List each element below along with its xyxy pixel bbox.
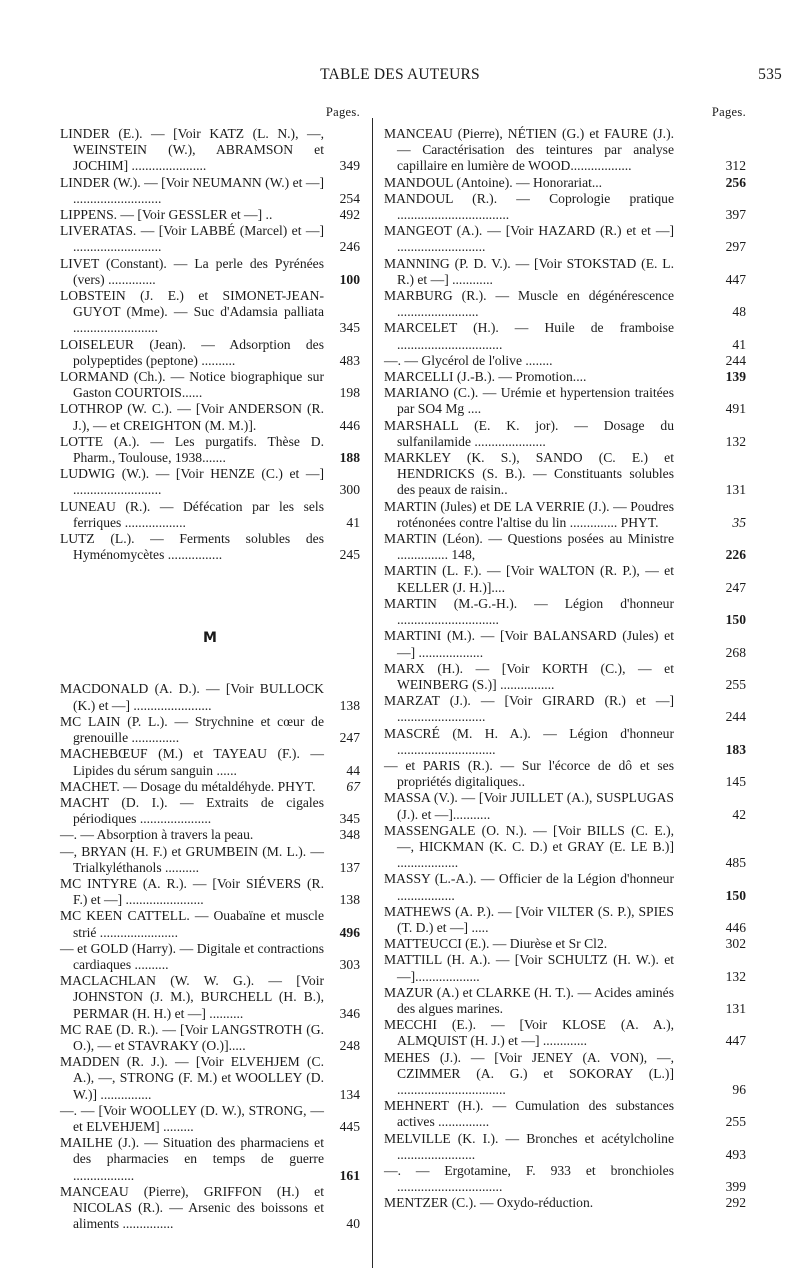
index-entry bbox=[60, 973, 360, 1022]
entry-text: MANDOUL (Antoine). — Honorariat... bbox=[384, 174, 603, 190]
entry-text: MADDEN (R. J.). — [Voir ELVEHJEM (C. A.), —, STRONG (F. M.) et WOOLLEY (D. W.)] ............... bbox=[60, 1054, 324, 1102]
entry-text: MARCELET (H.). — Huile de framboise ............................... bbox=[384, 320, 674, 352]
entry-page-number: 446 bbox=[339, 417, 360, 433]
pages-column-label: Pages. bbox=[711, 105, 746, 119]
index-entry bbox=[60, 908, 360, 940]
index-entry bbox=[60, 337, 360, 369]
index-entry bbox=[60, 1135, 360, 1184]
right-column bbox=[384, 104, 746, 1212]
entry-text: MARTINI (M.). — [Voir BALANSARD (Jules) et —] ................... bbox=[384, 628, 674, 660]
index-entry bbox=[384, 871, 746, 903]
entry-list-l bbox=[60, 126, 360, 563]
entry-page-number: 245 bbox=[339, 547, 360, 563]
entry-page-number: 42 bbox=[732, 806, 746, 822]
index-entry bbox=[60, 779, 360, 795]
entry-text: MENTZER (C.). — Oxydo-réduction. bbox=[384, 1195, 594, 1211]
index-entry bbox=[384, 903, 746, 936]
entry-text: MEHNERT (H.). — Cumulation des substances actives ............... bbox=[384, 1098, 674, 1130]
index-entry bbox=[60, 1103, 360, 1135]
index-entry bbox=[60, 746, 360, 778]
entry-page-number: 96 bbox=[732, 1081, 746, 1097]
entry-text: MASCRÉ (M. H. A.). — Légion d'honneur ............................. bbox=[384, 725, 674, 757]
entry-page-number: 132 bbox=[725, 968, 746, 984]
entry-page-number: 446 bbox=[725, 919, 746, 935]
entry-list-right bbox=[384, 126, 746, 1212]
entry-text: MC INTYRE (A. R.). — [Voir SIÉVERS (R. F.) et —] ....................... bbox=[60, 875, 324, 908]
page-title: TABLE DES AUTEURS bbox=[320, 66, 480, 83]
entry-text: LINDER (W.). — [Voir NEUMANN (W.) et —] .......................... bbox=[60, 174, 324, 206]
index-entry bbox=[384, 223, 746, 255]
entry-page-number: 134 bbox=[339, 1086, 360, 1102]
entry-page-number: 247 bbox=[339, 730, 360, 746]
index-entry bbox=[384, 385, 746, 417]
entry-page-number: 244 bbox=[725, 709, 746, 725]
index-entry bbox=[60, 714, 360, 746]
entry-text: LOTHROP (W. C.). — [Voir ANDERSON (R. J.), — et CREIGHTON (M. M.)]. bbox=[60, 401, 324, 433]
entry-page-number: 346 bbox=[339, 1005, 360, 1021]
entry-page-number: 345 bbox=[339, 811, 360, 827]
entry-page-number: 41 bbox=[346, 514, 360, 530]
index-entry bbox=[384, 1195, 746, 1211]
index-entry bbox=[384, 174, 746, 191]
index-entry bbox=[384, 1130, 746, 1163]
entry-page-number: 302 bbox=[725, 936, 746, 952]
entry-page-number: 244 bbox=[725, 352, 746, 368]
index-entry bbox=[384, 352, 746, 369]
entry-page-number: 138 bbox=[339, 697, 360, 713]
entry-text: MARZAT (J.). — [Voir GIRARD (R.) et —] .......................... bbox=[384, 693, 674, 725]
entry-text: MANCEAU (Pierre), GRIFFON (H.) et NICOLAS (R.). — Arsenic des boissons et aliments ............... bbox=[60, 1183, 324, 1232]
entry-page-number: 138 bbox=[339, 892, 360, 908]
entry-page-number: 44 bbox=[346, 762, 360, 778]
index-entry bbox=[60, 288, 360, 337]
entry-page-number: 312 bbox=[725, 158, 746, 174]
index-entry bbox=[384, 1017, 746, 1049]
entry-text: MARX (H.). — [Voir KORTH (C.), — et WEINBERG (S.)] ................ bbox=[384, 660, 674, 692]
entry-page-number: 268 bbox=[725, 644, 746, 660]
entry-page-number: 145 bbox=[725, 774, 746, 790]
entry-page-number: 292 bbox=[725, 1195, 746, 1211]
entry-page-number: 67 bbox=[346, 778, 360, 794]
entry-text: LUTZ (L.). — Ferments solubles des Hyménomycètes ................ bbox=[60, 531, 324, 563]
index-entry bbox=[384, 952, 746, 984]
index-entry bbox=[384, 822, 746, 872]
entry-page-number: 139 bbox=[725, 369, 746, 385]
entry-text: LORMAND (Ch.). — Notice biographique sur Gaston COURTOIS...... bbox=[60, 369, 324, 401]
index-entry bbox=[384, 693, 746, 725]
entry-page-number: 226 bbox=[725, 547, 746, 563]
index-entry bbox=[60, 827, 360, 843]
index-entry bbox=[60, 175, 360, 207]
entry-text: MARSHALL (E. K. jor). — Dosage du sulfanilamide ..................... bbox=[384, 417, 674, 449]
entry-text: MC LAIN (P. L.). — Strychnine et cœur de grenouille .............. bbox=[60, 713, 324, 746]
entry-text: MANCEAU (Pierre), NÉTIEN (G.) et FAURE (J.). — Caractérisation des teintures par analyse capillaire en lumière de WOOD.................. bbox=[384, 126, 674, 174]
index-entry bbox=[60, 876, 360, 908]
entry-page-number: 255 bbox=[725, 1114, 746, 1130]
index-entry bbox=[384, 660, 746, 693]
entry-page-number: 399 bbox=[725, 1179, 746, 1195]
entry-text: MACHT (D. I.). — Extraits de cigales périodiques ..................... bbox=[60, 794, 324, 827]
entry-text: MC KEEN CATTELL. — Ouabaïne et muscle strié ....................... bbox=[60, 908, 324, 940]
entry-page-number: 188 bbox=[339, 450, 360, 466]
entry-text: MASSA (V.). — [Voir JUILLET (A.), SUSPLUGAS (J.). et —]........... bbox=[384, 790, 674, 822]
entry-page-number: 447 bbox=[725, 1033, 746, 1049]
entry-page-number: 161 bbox=[339, 1167, 360, 1183]
entry-text: MACDONALD (A. D.). — [Voir BULLOCK (K.) et —] ....................... bbox=[60, 681, 324, 713]
entry-text: LIVERATAS. — [Voir LABBÉ (Marcel) et —] .......................... bbox=[60, 223, 324, 255]
index-entry bbox=[60, 369, 360, 401]
entry-text: LOISELEUR (Jean). — Adsorption des polypeptides (peptone) .......... bbox=[60, 336, 324, 368]
index-entry bbox=[384, 190, 746, 223]
entry-text: MECCHI (E.). — [Voir KLOSE (A. A.), ALMQUIST (H. J.) et —] ............. bbox=[384, 1017, 674, 1049]
entry-text: LUNEAU (R.). — Défécation par les sels ferriques .................. bbox=[60, 498, 324, 530]
entry-page-number: 297 bbox=[725, 239, 746, 255]
entry-page-number: 246 bbox=[339, 239, 360, 255]
entry-text: MANNING (P. D. V.). — [Voir STOKSTAD (E. L. R.) et —] ............ bbox=[384, 255, 674, 287]
index-entry bbox=[384, 369, 746, 385]
index-entry bbox=[60, 499, 360, 531]
index-entry bbox=[60, 1054, 360, 1103]
entry-page-number: 131 bbox=[725, 1000, 746, 1016]
index-entry bbox=[384, 320, 746, 352]
column-divider bbox=[372, 118, 373, 1268]
entry-text: MACLACHLAN (W. W. G.). — [Voir JOHNSTON (J. M.), BURCHELL (H. B.), PERMAR (H. H.) et —] .......... bbox=[60, 973, 324, 1021]
entry-text: MARBURG (R.). — Muscle en dégénérescence ........................ bbox=[384, 288, 674, 320]
entry-page-number: 41 bbox=[732, 336, 746, 352]
entry-page-number: 150 bbox=[725, 887, 746, 903]
entry-text: —, BRYAN (H. F.) et GRUMBEIN (M. L.). — Trialkyléthanols .......... bbox=[60, 843, 324, 875]
entry-page-number: 254 bbox=[339, 190, 360, 206]
entry-text: LOBSTEIN (J. E.) et SIMONET-JEAN-GUYOT (Mme). — Suc d'Adamsia palliata ......................... bbox=[60, 288, 324, 336]
entry-text: MAILHE (J.). — Situation des pharmaciens et des pharmacies en temps de guerre .................. bbox=[60, 1135, 324, 1183]
entry-text: —. — Ergotamine, F. 933 et bronchioles ............................... bbox=[384, 1163, 674, 1195]
entry-text: MATTILL (H. A.). — [Voir SCHULTZ (H. W.). et —]................... bbox=[384, 952, 674, 984]
entry-page-number: 132 bbox=[725, 433, 746, 449]
index-entry bbox=[384, 984, 746, 1017]
entry-text: —. — Glycérol de l'olive ........ bbox=[384, 352, 553, 368]
index-entry bbox=[60, 223, 360, 255]
entry-text: MARKLEY (K. S.), SANDO (C. E.) et HENDRICKS (S. B.). — Constituants solubles des peaux de raisin.. bbox=[384, 450, 674, 498]
entry-text: MARTIN (Léon). — Questions posées au Ministre ............... 148, bbox=[384, 531, 674, 563]
section-letter: M bbox=[203, 630, 217, 647]
entry-page-number: 303 bbox=[339, 956, 360, 972]
entry-page-number: 345 bbox=[339, 320, 360, 336]
index-entry bbox=[60, 1022, 360, 1054]
entry-text: LUDWIG (W.). — [Voir HENZE (C.) et —] .......................... bbox=[60, 466, 324, 498]
entry-text: —. — [Voir WOOLLEY (D. W.), STRONG, — et ELVEHJEM] ......... bbox=[60, 1102, 324, 1134]
index-entry bbox=[384, 757, 746, 790]
entry-text: —. — Absorption à travers la peau. bbox=[60, 827, 254, 843]
entry-page-number: 496 bbox=[339, 924, 360, 940]
entry-text: MELVILLE (K. I.). — Bronches et acétylcholine ....................... bbox=[384, 1130, 674, 1162]
entry-page-number: 491 bbox=[725, 401, 746, 417]
entry-page-number: 483 bbox=[339, 352, 360, 368]
index-entry bbox=[60, 434, 360, 466]
index-entry bbox=[60, 844, 360, 876]
entry-page-number: 445 bbox=[339, 1118, 360, 1134]
index-entry bbox=[384, 1163, 746, 1195]
entry-text: MARTIN (Jules) et DE LA VERRIE (J.). — Poudres roténonées contre l'altise du lin .............. PHYT. bbox=[384, 498, 674, 530]
entry-page-number: 447 bbox=[725, 271, 746, 287]
entry-page-number: 35 bbox=[732, 514, 746, 530]
entry-page-number: 485 bbox=[725, 855, 746, 871]
index-entry bbox=[384, 790, 746, 822]
index-entry bbox=[384, 1098, 746, 1130]
index-entry bbox=[384, 595, 746, 628]
index-entry bbox=[60, 1184, 360, 1233]
entry-text: MAZUR (A.) et CLARKE (H. T.). — Acides aminés des algues marines. bbox=[384, 984, 674, 1016]
entry-page-number: 492 bbox=[339, 207, 360, 223]
index-entry bbox=[384, 936, 746, 952]
entry-page-number: 300 bbox=[339, 482, 360, 498]
entry-text: — et PARIS (R.). — Sur l'écorce de dô et ses propriétés digitaliques.. bbox=[384, 757, 674, 790]
entry-text: MATTEUCCI (E.). — Diurèse et Sr Cl2. bbox=[384, 936, 608, 952]
index-entry bbox=[384, 126, 746, 175]
entry-page-number: 255 bbox=[725, 676, 746, 692]
entry-text: MARTIN (L. F.). — [Voir WALTON (R. P.), — et KELLER (J. H.)].... bbox=[384, 563, 674, 595]
entry-text: MEHES (J.). — [Voir JENEY (A. VON), —, CZIMMER (A. G.) et SOKORAY (L.)] ................................ bbox=[384, 1049, 674, 1097]
entry-page-number: 348 bbox=[339, 827, 360, 843]
entry-text: MARIANO (C.). — Urémie et hypertension traitées par SO4 Mg .... bbox=[384, 385, 674, 417]
index-entry bbox=[384, 255, 746, 288]
index-entry bbox=[60, 531, 360, 563]
entry-page-number: 137 bbox=[339, 859, 360, 875]
index-entry bbox=[60, 466, 360, 498]
index-entry bbox=[384, 531, 746, 563]
index-entry bbox=[60, 941, 360, 973]
left-column bbox=[60, 104, 360, 1232]
index-entry bbox=[60, 207, 360, 223]
entry-text: MASSENGALE (O. N.). — [Voir BILLS (C. E.), —, HICKMAN (K. C. D.) et GRAY (E. LE B.)] .................. bbox=[384, 822, 674, 871]
entry-page-number: 150 bbox=[725, 612, 746, 628]
entry-text: LINDER (E.). — [Voir KATZ (L. N.), —, WEINSTEIN (W.), ABRAMSON et JOCHIM] ...................... bbox=[60, 126, 324, 174]
entry-text: MASSY (L.-A.). — Officier de la Légion d'honneur ................. bbox=[384, 871, 674, 903]
entry-page-number: 493 bbox=[725, 1146, 746, 1162]
entry-text: MC RAE (D. R.). — [Voir LANGSTROTH (G. O.), — et STAVRAKY (O.)]..... bbox=[60, 1021, 324, 1053]
index-entry bbox=[60, 795, 360, 827]
index-entry bbox=[60, 256, 360, 288]
entry-text: MATHEWS (A. P.). — [Voir VILTER (S. P.), SPIES (T. D.) et —] ..... bbox=[384, 903, 674, 935]
index-entry bbox=[60, 401, 360, 433]
entry-page-number: 247 bbox=[725, 579, 746, 595]
pages-column-label: Pages. bbox=[325, 105, 360, 119]
entry-text: MACHEBŒUF (M.) et TAYEAU (F.). — Lipides du sérum sanguin ...... bbox=[60, 746, 324, 778]
entry-page-number: 40 bbox=[346, 1216, 360, 1232]
entry-page-number: 248 bbox=[339, 1037, 360, 1053]
entry-text: MACHET. — Dosage du métaldéhyde. PHYT. bbox=[60, 778, 316, 794]
index-entry bbox=[384, 628, 746, 660]
entry-page-number: 100 bbox=[339, 271, 360, 287]
entry-page-number: 183 bbox=[725, 741, 746, 757]
index-entry bbox=[384, 498, 746, 531]
index-entry bbox=[384, 450, 746, 499]
index-entry bbox=[60, 126, 360, 175]
index-entry bbox=[60, 681, 360, 713]
entry-text: MANDOUL (R.). — Coprologie pratique ................................. bbox=[384, 190, 674, 223]
index-entry bbox=[384, 417, 746, 450]
entry-text: LOTTE (A.). — Les purgatifs. Thèse D. Pharm., Toulouse, 1938....... bbox=[60, 433, 324, 466]
entry-page-number: 48 bbox=[732, 304, 746, 320]
entry-text: — et GOLD (Harry). — Digitale et contractions cardiaques .......... bbox=[60, 940, 324, 972]
index-entry bbox=[384, 725, 746, 758]
entry-page-number: 131 bbox=[725, 482, 746, 498]
entry-text: MANGEOT (A.). — [Voir HAZARD (R.) et et —] .......................... bbox=[384, 223, 674, 255]
index-entry bbox=[384, 288, 746, 320]
entry-text: LIVET (Constant). — La perle des Pyrénées (vers) .............. bbox=[60, 255, 324, 287]
entry-page-number: 198 bbox=[339, 385, 360, 401]
entry-list-m bbox=[60, 681, 360, 1232]
page-number: 535 bbox=[758, 66, 782, 83]
entry-text: MARTIN (M.-G.-H.). — Légion d'honneur .............................. bbox=[384, 595, 674, 628]
entry-page-number: 256 bbox=[725, 174, 746, 190]
running-head bbox=[0, 66, 800, 86]
entry-text: LIPPENS. — [Voir GESSLER et —] .. bbox=[60, 207, 273, 223]
entry-page-number: 397 bbox=[725, 207, 746, 223]
index-entry bbox=[384, 563, 746, 595]
entry-page-number: 349 bbox=[339, 158, 360, 174]
entry-text: MARCELLI (J.-B.). — Promotion.... bbox=[384, 369, 587, 385]
index-entry bbox=[384, 1049, 746, 1099]
